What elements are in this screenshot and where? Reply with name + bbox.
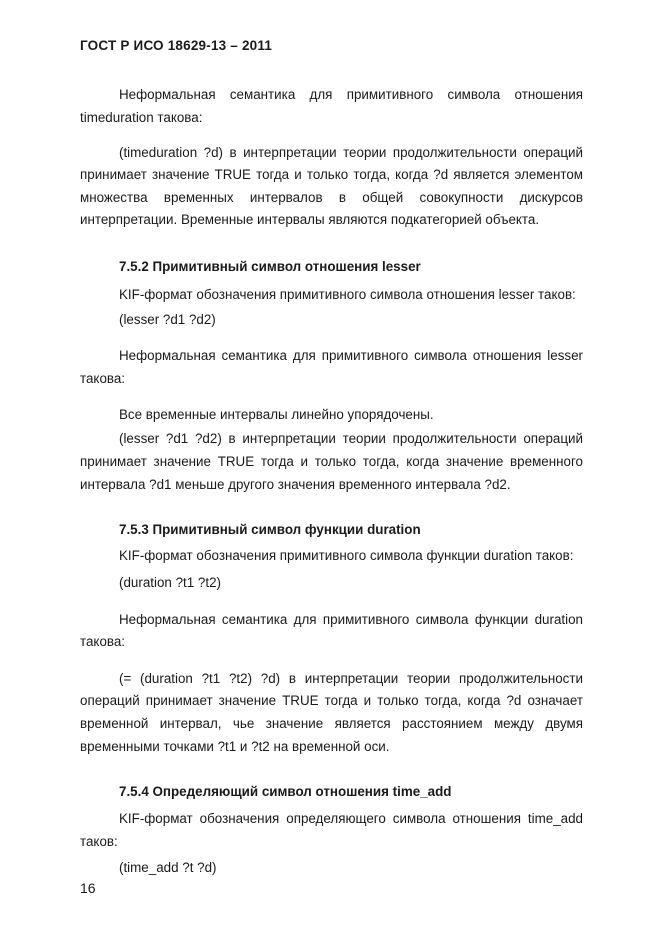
paragraph-line: принимает значение TRUE тогда и только тогда, когда ?d является элементом bbox=[80, 167, 583, 182]
paragraph-line: множества временных интервалов в общей совокупности дискурсов bbox=[80, 190, 583, 205]
paragraph-line: Неформальная семантика для примитивного символа отношения bbox=[119, 87, 583, 102]
paragraph-line: таков: bbox=[80, 834, 118, 849]
code-line: (duration ?t1 ?t2) bbox=[119, 575, 221, 590]
paragraph-line: такова: bbox=[80, 634, 126, 649]
paragraph-line: (timeduration ?d) в интерпретации теории продолжительности операций bbox=[119, 145, 583, 160]
paragraph-line: принимает значение TRUE тогда и только тогда, когда значение временного bbox=[80, 454, 583, 469]
paragraph-line: интервала ?d1 меньше другого значения временного интервала ?d2. bbox=[80, 477, 511, 492]
paragraph-line: KIF-формат обозначения примитивного символа отношения lesser таков: bbox=[119, 287, 576, 302]
paragraph-line: временной интервал, чье значение является расстоянием между двумя bbox=[80, 716, 583, 731]
paragraph-line: KIF-формат обозначения определяющего символа отношения time_add bbox=[119, 811, 583, 826]
section-heading-7-5-2: 7.5.2 Примитивный символ отношения lesser bbox=[119, 259, 421, 274]
document-header: ГОСТ Р ИСО 18629-13 – 2011 bbox=[80, 38, 273, 53]
code-line: (time_add ?t ?d) bbox=[119, 860, 217, 875]
paragraph-line: KIF-формат обозначения примитивного символа функции duration таков: bbox=[119, 548, 574, 563]
section-heading-7-5-3: 7.5.3 Примитивный символ функции duration bbox=[119, 522, 421, 537]
paragraph-line: timeduration такова: bbox=[80, 110, 203, 125]
code-line: (lesser ?d1 ?d2) bbox=[119, 312, 216, 327]
paragraph-line: операций принимает значение TRUE тогда и только тогда, когда ?d означает bbox=[80, 693, 583, 708]
section-heading-7-5-4: 7.5.4 Определяющий символ отношения time_add bbox=[119, 784, 452, 799]
paragraph-line: (= (duration ?t1 ?t2) ?d) в интерпретации теории продолжительности bbox=[119, 671, 583, 686]
page-number: 16 bbox=[80, 880, 96, 896]
paragraph-line: Неформальная семантика для примитивного символа отношения lesser bbox=[119, 348, 583, 363]
paragraph-line: (lesser ?d1 ?d2) в интерпретации теории продолжительности операций bbox=[119, 431, 583, 446]
paragraph-line: интерпретации. Временные интервалы являются подкатегорией объекта. bbox=[80, 212, 540, 227]
paragraph-line: временными точками ?t1 и ?t2 на временной оси. bbox=[80, 739, 390, 754]
paragraph-line: такова: bbox=[80, 371, 126, 386]
paragraph-line: Все временные интервалы линейно упорядочены. bbox=[119, 407, 434, 422]
paragraph-line: Неформальная семантика для примитивного символа функции duration bbox=[119, 612, 583, 627]
